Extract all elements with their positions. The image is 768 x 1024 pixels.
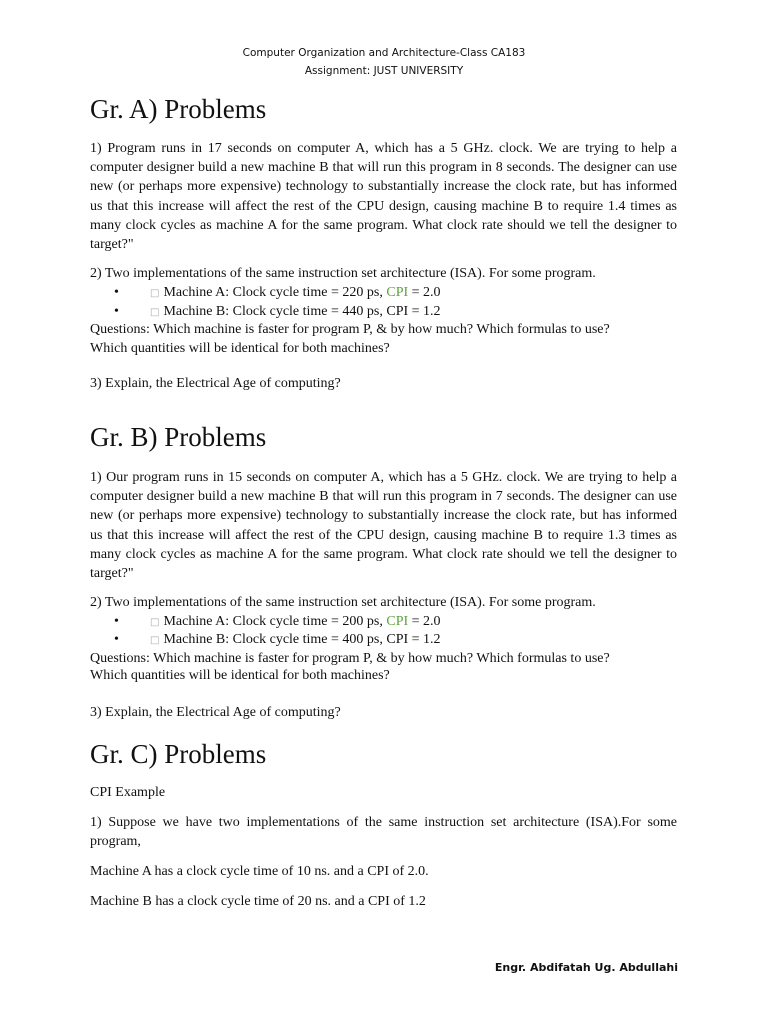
group-a-questions-2: Which quantities will be identical for both machines? [90,341,390,356]
box-icon: □ [150,307,160,318]
group-c-title: Gr. C) Problems [90,739,267,769]
group-a-bullet-machine-a [150,283,441,303]
cpi-highlight: CPI [386,285,409,300]
group-b-problem-1: 1) Our program runs in 15 seconds on computer A, which has a 5 GHz. clock. We are trying to help a computer designer build a new machine B that will run this program in 7 seconds. The designer can use new (or perhaps more expensive) technology to substantially increase the clock rate, but has informed us that this increase will affect the rest of the CPU design, causing machine B to require 1.3 times as many clock cycles as machine A for the same program. What clock rate should we tell the designer to target?" [90,470,677,582]
group-b-bullet-machine-b [150,630,441,650]
group-b-problem-2-intro: 2) Two implementations of the same instruction set architecture (ISA). For some program. [90,595,596,610]
group-b-bullet-1-dot: • [114,614,119,629]
group-a-problem-3: 3) Explain, the Electrical Age of computing? [90,376,341,391]
box-icon: □ [150,617,160,628]
group-c-problem-1: 1) Suppose we have two implementations of the same instruction set architecture (ISA).For some program, [90,815,677,850]
group-a-bullet-machine-b [150,302,441,322]
group-b-bullet-machine-a [150,612,441,632]
group-b-title: Gr. B) Problems [90,422,267,452]
group-b-questions-1: Questions: Which machine is faster for program P, & by how much? Which formulas to use? [90,651,610,666]
cpi-highlight: CPI [386,614,409,629]
machine-b-text: Machine B: Clock cycle time = 400 ps, CPI = 1.2 [163,632,441,647]
header-assignment: Assignment: JUST UNIVERSITY [304,65,464,77]
group-b-problem-3: 3) Explain, the Electrical Age of computing? [90,705,341,720]
group-a-problem-2-intro: 2) Two implementations of the same instruction set architecture (ISA). For some program. [90,266,596,281]
group-b-bullet-2-dot: • [114,632,119,647]
machine-a-text: Machine A: Clock cycle time = 200 ps, [163,614,387,629]
machine-a-cpi-value: = 2.0 [408,285,441,300]
machine-b-text: Machine B: Clock cycle time = 440 ps, CPI = 1.2 [163,304,441,319]
box-icon: □ [150,635,160,646]
machine-a-text: Machine A: Clock cycle time = 220 ps, [163,285,387,300]
group-c-subtitle: CPI Example [90,785,166,800]
group-a-bullet-1-dot: • [114,285,119,300]
group-c-machine-a: Machine A has a clock cycle time of 10 ns. and a CPI of 2.0. [90,864,429,879]
group-a-bullet-2-dot: • [114,304,119,319]
group-a-title: Gr. A) Problems [90,94,267,124]
group-c-machine-b: Machine B has a clock cycle time of 20 ns. and a CPI of 1.2 [90,894,426,909]
group-b-questions-2: Which quantities will be identical for both machines? [90,668,390,683]
group-a-questions-1: Questions: Which machine is faster for program P, & by how much? Which formulas to use? [90,322,610,337]
header-course-title: Computer Organization and Architecture-Class CA183 [242,47,526,59]
machine-a-cpi-value: = 2.0 [408,614,441,629]
box-icon: □ [150,288,160,299]
footer-author: Engr. Abdifatah Ug. Abdullahi [494,961,678,974]
group-a-problem-1: 1) Program runs in 17 seconds on computer A, which has a 5 GHz. clock. We are trying to help a computer designer build a new machine B that will run this program in 8 seconds. The designer can use new (or perhaps more expensive) technology to substantially increase the clock rate, but has informed us that this increase will affect the rest of the CPU design, causing machine B to require 1.4 times as many clock cycles as machine A for the same program. What clock rate should we tell the designer to target?" [90,141,677,253]
